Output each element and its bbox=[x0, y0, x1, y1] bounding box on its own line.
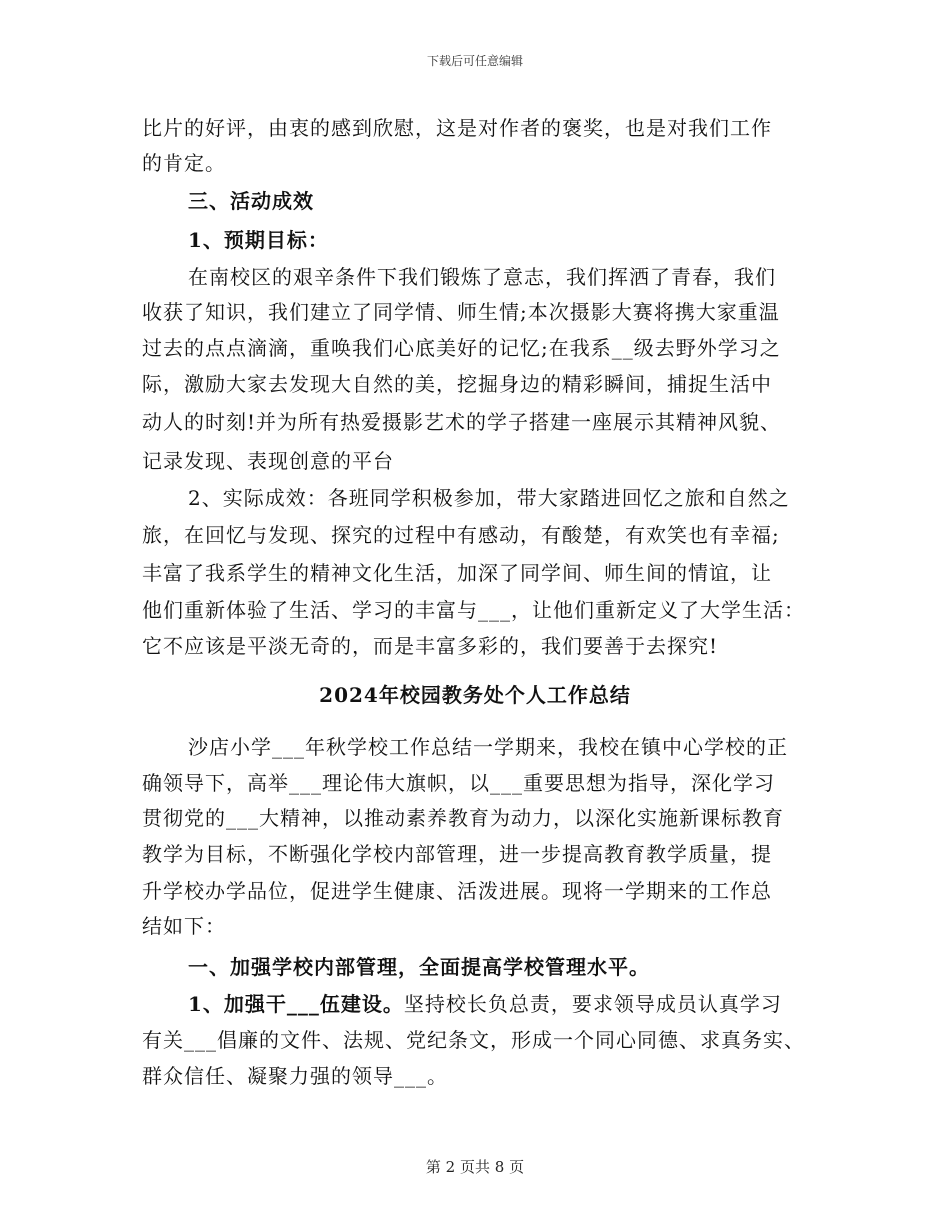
body-line: 群众信任、凝聚力强的领导___。 bbox=[142, 1064, 448, 1088]
body-line: 的肯定。 bbox=[142, 151, 226, 175]
body-line: 际，激励大家去发现大自然的美，挖掘身边的精彩瞬间，捕捉生活中 bbox=[142, 372, 772, 396]
document-title: 2024年校园教务处个人工作总结 bbox=[319, 683, 631, 707]
body-line: 过去的点点滴滴，重唤我们心底美好的记忆;在我系__级去野外学习之 bbox=[142, 336, 781, 360]
body-line: 动人的时刻!并为所有热爱摄影艺术的学子搭建一座展示其精神风貌、 bbox=[142, 410, 782, 434]
section-heading: 三、活动成效 bbox=[188, 189, 314, 213]
body-line: 教学为目标，不断强化学校内部管理，进一步提高教育教学质量，提 bbox=[142, 842, 772, 866]
sub-heading: 1、预期目标： bbox=[188, 228, 329, 252]
item-heading: 1、加强干___伍建设。 bbox=[188, 992, 404, 1016]
body-line bbox=[188, 992, 782, 1016]
body-line: 确领导下，高举___理论伟大旗帜，以___重要思想为指导，深化学习 bbox=[142, 771, 775, 795]
body-line: 升学校办学品位，促进学生健康、活泼进展。现将一学期来的工作总 bbox=[142, 879, 772, 903]
body-line: 结如下： bbox=[142, 914, 226, 938]
body-line: 贯彻党的___大精神，以推动素养教育为动力，以深化实施新课标教育 bbox=[142, 806, 784, 830]
item-text: 坚持校长负总责，要求领导成员认真学习 bbox=[403, 992, 782, 1016]
body-line: 他们重新体验了生活、学习的丰富与___，让他们重新定义了大学生活： bbox=[142, 598, 805, 622]
body-line: 2、实际成效：各班同学积极参加，带大家踏进回忆之旅和自然之 bbox=[188, 486, 790, 510]
body-line: 有关___倡廉的文件、法规、党纪条文，形成一个同心同德、求真务实、 bbox=[142, 1028, 805, 1052]
body-line: 记录发现、表现创意的平台 bbox=[142, 449, 394, 473]
body-line: 比片的好评，由衷的感到欣慰，这是对作者的褒奖，也是对我们工作 bbox=[142, 116, 772, 140]
body-line: 沙店小学___年秋学校工作总结一学期来，我校在镇中心学校的正 bbox=[188, 735, 788, 759]
body-line: 收获了知识，我们建立了同学情、师生情;本次摄影大赛将携大家重温 bbox=[142, 300, 780, 324]
page-header: 下载后可任意编辑 bbox=[426, 54, 523, 68]
section-heading: 一、加强学校内部管理，全面提高学校管理水平。 bbox=[188, 955, 650, 979]
body-line: 丰富了我系学生的精神文化生活，加深了同学间、师生间的情谊，让 bbox=[142, 561, 772, 585]
body-line: 旅，在回忆与发现、探究的过程中有感动，有酸楚，有欢笑也有幸福; bbox=[142, 523, 780, 547]
page-footer: 第 2 页共 8 页 bbox=[425, 1158, 525, 1176]
body-line: 在南校区的艰辛条件下我们锻炼了意志，我们挥洒了青春，我们 bbox=[188, 265, 776, 289]
body-line: 它不应该是平淡无奇的，而是丰富多彩的，我们要善于去探究! bbox=[142, 634, 719, 658]
